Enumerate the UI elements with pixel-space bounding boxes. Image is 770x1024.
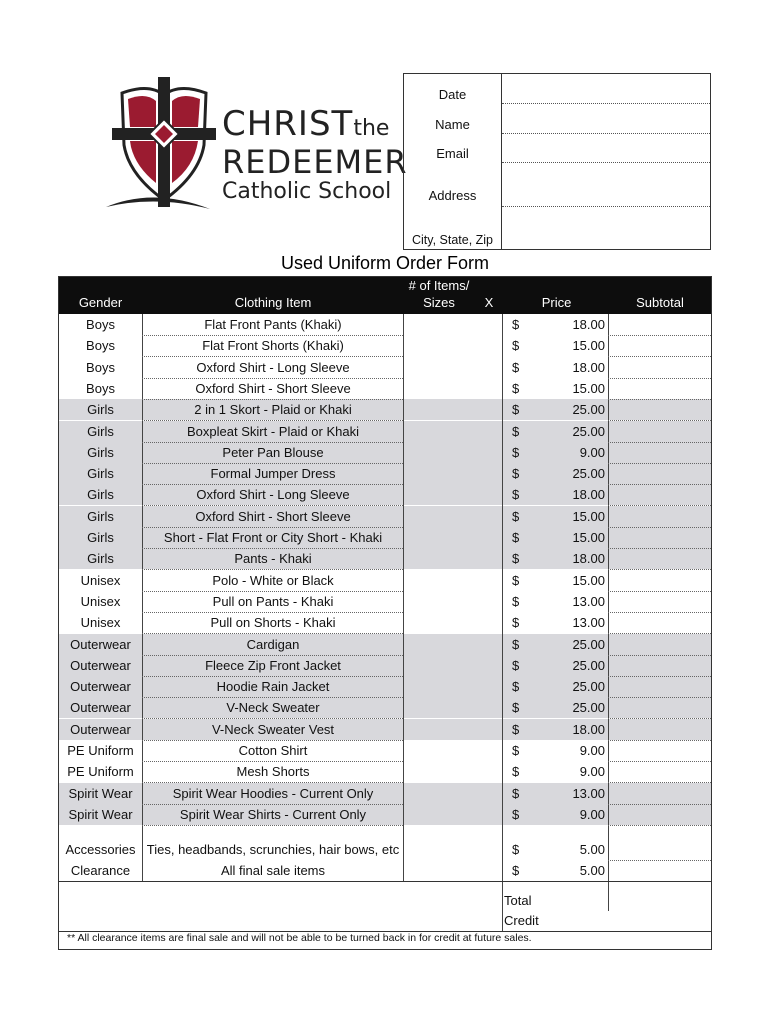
gender-cell: Outerwear (70, 721, 131, 737)
school-name-line3: Catholic School (222, 179, 392, 204)
item-cell: Pull on Shorts - Khaki (210, 615, 336, 631)
date-field[interactable] (502, 74, 710, 104)
quantity-input[interactable] (404, 612, 474, 633)
row-divider (142, 442, 403, 443)
price-cell: 13.00 (572, 615, 605, 631)
item-cell: Flat Front Pants (Khaki) (204, 317, 342, 332)
header-item: Clothing Item (234, 295, 312, 310)
dollar-cell: $ (512, 508, 520, 524)
quantity-input[interactable] (404, 697, 474, 718)
item-cell: Oxford Shirt - Short Sleeve (195, 508, 351, 524)
quantity-input[interactable] (404, 314, 474, 335)
row-divider (142, 420, 403, 421)
row-divider (142, 782, 403, 783)
quantity-input[interactable] (404, 860, 474, 881)
cross-shield-icon (104, 75, 219, 215)
table-row (59, 676, 711, 697)
column-divider (403, 314, 404, 881)
price-cell: 9.00 (579, 764, 605, 780)
header-subtotal: Subtotal (636, 295, 684, 310)
school-name-line1: CHRIST (222, 104, 354, 144)
row-divider (142, 335, 403, 336)
quantity-input[interactable] (404, 655, 474, 676)
row-divider (142, 740, 403, 741)
item-cell: Spirit Wear Hoodies - Current Only (172, 785, 374, 801)
item-cell: Pull on Pants - Khaki (212, 593, 334, 609)
price-cell: 15.00 (572, 508, 605, 524)
gender-cell: Unisex (80, 593, 121, 609)
price-cell: 25.00 (572, 402, 605, 418)
dollar-cell: $ (512, 444, 520, 460)
subtotal-cell[interactable] (609, 761, 711, 782)
info-row-address (404, 163, 710, 207)
subtotal-cell[interactable] (609, 442, 711, 463)
dollar-cell: $ (512, 487, 520, 503)
dollar-cell: $ (512, 657, 520, 673)
subtotal-cell[interactable] (609, 740, 711, 761)
dollar-cell: $ (512, 863, 520, 878)
table-row (59, 442, 711, 463)
row-divider (142, 484, 403, 485)
row-divider (608, 420, 711, 421)
dollar-cell: $ (512, 402, 520, 418)
price-cell: 9.00 (579, 806, 605, 822)
price-cell: 5.00 (579, 863, 605, 878)
gender-cell: PE Uniform (67, 764, 134, 780)
gender-cell: Unisex (80, 572, 121, 588)
gender-cell: Girls (87, 402, 114, 418)
table-row (59, 357, 711, 378)
dollar-cell: $ (512, 764, 520, 780)
gender-cell: Girls (87, 487, 114, 503)
price-cell: 25.00 (572, 466, 605, 482)
table-row (59, 860, 711, 881)
subtotal-cell[interactable] (609, 314, 711, 335)
subtotal-cell[interactable] (609, 612, 711, 633)
gender-cell: Outerwear (70, 657, 131, 673)
school-logo (104, 75, 408, 215)
gender-cell: PE Uniform (67, 743, 134, 758)
price-cell: 18.00 (572, 317, 605, 332)
header-x: X (484, 295, 494, 310)
item-cell: Short - Flat Front or City Short - Khaki (163, 530, 383, 545)
dollar-cell: $ (512, 679, 520, 695)
price-cell: 15.00 (572, 380, 605, 396)
order-table (58, 276, 712, 950)
dollar-cell: $ (512, 423, 520, 439)
row-divider (608, 484, 711, 485)
dollar-cell: $ (512, 743, 520, 758)
dollar-cell: $ (512, 466, 520, 482)
subtotal-cell[interactable] (609, 506, 711, 527)
table-header (59, 277, 711, 314)
subtotal-cell[interactable] (609, 335, 711, 356)
table-row (59, 314, 711, 335)
gender-cell: Girls (87, 508, 114, 524)
subtotal-cell[interactable] (609, 634, 711, 655)
quantity-input[interactable] (404, 783, 474, 804)
quantity-input[interactable] (404, 357, 474, 378)
dollar-cell: $ (512, 338, 520, 354)
price-cell: 25.00 (572, 423, 605, 439)
row-divider (142, 612, 403, 613)
header-price: Price (541, 295, 572, 310)
table-row (59, 463, 711, 484)
row-divider (608, 548, 711, 549)
city-field[interactable] (502, 207, 710, 249)
row-divider (608, 676, 711, 677)
table-row (59, 761, 711, 782)
gender-cell: Girls (87, 423, 114, 439)
dollar-cell: $ (512, 551, 520, 567)
column-divider (502, 881, 503, 931)
dollar-cell: $ (512, 380, 520, 396)
row-divider (608, 761, 711, 762)
subtotal-cell[interactable] (609, 484, 711, 505)
row-divider (608, 655, 711, 656)
customer-info-box (403, 73, 711, 250)
email-label: Email (404, 134, 502, 163)
item-cell: Peter Pan Blouse (222, 444, 324, 460)
row-divider (142, 761, 403, 762)
row-divider (608, 804, 711, 805)
price-cell: 25.00 (572, 636, 605, 652)
subtotal-cell[interactable] (609, 378, 711, 399)
row-divider (142, 399, 403, 400)
price-cell: 18.00 (572, 487, 605, 503)
quantity-input[interactable] (404, 634, 474, 655)
row-divider (608, 860, 711, 861)
row-divider (142, 505, 403, 506)
footnote: ** All clearance items are final sale and will not be able to be turned back in for credit at future sales. (67, 932, 532, 944)
info-row-city (404, 207, 710, 249)
item-cell: Oxford Shirt - Long Sleeve (196, 359, 350, 375)
dollar-cell: $ (512, 806, 520, 822)
row-divider (608, 356, 711, 357)
row-divider (608, 782, 711, 783)
row-divider (608, 825, 711, 826)
gender-cell: Girls (87, 466, 114, 482)
subtotal-cell[interactable] (609, 463, 711, 484)
price-cell: 13.00 (572, 785, 605, 801)
item-cell: Mesh Shorts (236, 764, 310, 780)
info-row-email (404, 134, 710, 163)
table-row (59, 783, 711, 804)
quantity-input[interactable] (404, 570, 474, 591)
quantity-input[interactable] (404, 378, 474, 399)
subtotal-cell[interactable] (609, 719, 711, 740)
gender-cell: Boys (86, 338, 115, 354)
gender-cell: Spirit Wear (68, 806, 133, 822)
dollar-cell: $ (512, 700, 520, 716)
item-cell: Boxpleat Skirt - Plaid or Khaki (187, 423, 359, 439)
date-label: Date (404, 74, 502, 104)
address-field[interactable] (502, 163, 710, 207)
school-name (222, 104, 408, 206)
quantity-input[interactable] (404, 399, 474, 420)
subtotal-cell[interactable] (609, 655, 711, 676)
item-cell: Formal Jumper Dress (210, 466, 336, 482)
price-cell: 9.00 (579, 444, 605, 460)
gender-cell: Outerwear (70, 636, 131, 652)
gender-cell: Clearance (70, 863, 131, 878)
table-row (59, 506, 711, 527)
item-cell: Fleece Zip Front Jacket (205, 657, 341, 673)
table-row (59, 697, 711, 718)
info-row-date (404, 74, 710, 104)
price-cell: 25.00 (572, 679, 605, 695)
row-divider (608, 505, 711, 506)
table-row (59, 655, 711, 676)
gender-cell: Outerwear (70, 700, 131, 716)
row-divider (608, 633, 711, 634)
table-row (59, 378, 711, 399)
dollar-cell: $ (512, 530, 520, 545)
gender-cell: Boys (86, 359, 115, 375)
subtotal-cell[interactable] (609, 548, 711, 569)
quantity-input[interactable] (404, 740, 474, 761)
item-cell: All final sale items (220, 863, 326, 878)
item-cell: Flat Front Shorts (Khaki) (202, 338, 344, 354)
quantity-input[interactable] (404, 839, 474, 860)
row-divider (142, 655, 403, 656)
table-row (59, 421, 711, 442)
price-cell: 18.00 (572, 721, 605, 737)
price-cell: 9.00 (579, 743, 605, 758)
subtotal-cell[interactable] (609, 860, 711, 881)
row-divider (142, 804, 403, 805)
dollar-cell: $ (512, 785, 520, 801)
address-label: Address (404, 163, 502, 207)
item-cell: Oxford Shirt - Short Sleeve (195, 380, 351, 396)
dollar-cell: $ (512, 636, 520, 652)
quantity-input[interactable] (404, 527, 474, 548)
item-cell: Hoodie Rain Jacket (216, 679, 330, 695)
gender-cell: Accessories (65, 842, 136, 857)
total-credit-label (504, 891, 539, 931)
subtotal-cell[interactable] (609, 676, 711, 697)
email-field[interactable] (502, 134, 710, 163)
row-divider (142, 463, 403, 464)
school-name-the: the (353, 116, 390, 141)
dollar-cell: $ (512, 615, 520, 631)
table-row (59, 804, 711, 825)
price-cell: 13.00 (572, 593, 605, 609)
info-row-name (404, 104, 710, 134)
item-cell: Ties, headbands, scrunchies, hair bows, etc (146, 842, 400, 857)
price-cell: 15.00 (572, 572, 605, 588)
row-divider (142, 548, 403, 549)
row-divider (608, 569, 711, 570)
column-divider (502, 314, 503, 881)
row-divider (608, 718, 711, 719)
row-divider (608, 378, 711, 379)
item-cell: Cotton Shirt (238, 743, 308, 758)
city-label: City, State, Zip (404, 207, 502, 249)
price-cell: 15.00 (572, 338, 605, 354)
gender-cell: Spirit Wear (68, 785, 133, 801)
name-field[interactable] (502, 104, 710, 134)
row-divider (608, 697, 711, 698)
table-row (59, 548, 711, 569)
total-label-line2: Credit (504, 913, 539, 928)
quantity-input[interactable] (404, 335, 474, 356)
table-body-bottom-border (59, 881, 711, 882)
row-divider (608, 335, 711, 336)
row-divider (608, 442, 711, 443)
row-divider (142, 356, 403, 357)
subtotal-cell[interactable] (609, 839, 711, 860)
quantity-input[interactable] (404, 804, 474, 825)
row-divider (608, 612, 711, 613)
price-cell: 25.00 (572, 700, 605, 716)
header-items-line1: # of Items/ (408, 278, 470, 293)
price-cell: 25.00 (572, 657, 605, 673)
row-divider (142, 676, 403, 677)
item-cell: 2 in 1 Skort - Plaid or Khaki (194, 402, 352, 418)
row-divider (608, 399, 711, 400)
subtotal-cell[interactable] (609, 591, 711, 612)
gender-cell: Outerwear (70, 679, 131, 695)
header-items-line2: Sizes (423, 295, 455, 310)
subtotal-cell[interactable] (609, 399, 711, 420)
table-row (59, 719, 711, 740)
quantity-input[interactable] (404, 548, 474, 569)
item-cell: Cardigan (246, 636, 300, 652)
row-divider (142, 569, 403, 570)
dollar-cell: $ (512, 842, 520, 857)
row-divider (142, 718, 403, 719)
subtotal-cell[interactable] (609, 357, 711, 378)
row-divider (142, 697, 403, 698)
subtotal-cell[interactable] (609, 783, 711, 804)
dollar-cell: $ (512, 721, 520, 737)
item-cell: Spirit Wear Shirts - Current Only (179, 806, 367, 822)
gender-cell: Girls (87, 444, 114, 460)
price-cell: 18.00 (572, 551, 605, 567)
quantity-input[interactable] (404, 484, 474, 505)
row-divider (608, 740, 711, 741)
school-name-line2: REDEEMER (222, 143, 408, 181)
subtotal-cell[interactable] (609, 570, 711, 591)
table-row (59, 570, 711, 591)
item-cell: Oxford Shirt - Long Sleeve (196, 487, 350, 503)
table-row (59, 740, 711, 761)
total-label-line1: Total (504, 893, 532, 908)
dollar-cell: $ (512, 593, 520, 609)
subtotal-cell[interactable] (609, 804, 711, 825)
item-cell: V-Neck Sweater (226, 700, 320, 716)
row-divider (608, 527, 711, 528)
table-row (59, 634, 711, 655)
table-row (59, 527, 711, 548)
subtotal-cell[interactable] (609, 421, 711, 442)
name-label: Name (404, 104, 502, 134)
row-divider (142, 378, 403, 379)
form-title: Used Uniform Order Form (280, 253, 490, 273)
subtotal-cell[interactable] (609, 697, 711, 718)
gender-cell: Boys (86, 380, 115, 396)
quantity-input[interactable] (404, 463, 474, 484)
row-divider (608, 591, 711, 592)
dollar-cell: $ (512, 572, 520, 588)
table-row (59, 399, 711, 420)
price-cell: 15.00 (572, 530, 605, 545)
quantity-input[interactable] (404, 676, 474, 697)
item-cell: Pants - Khaki (234, 551, 312, 567)
quantity-input[interactable] (404, 506, 474, 527)
item-cell: Polo - White or Black (212, 572, 334, 588)
dollar-cell: $ (512, 317, 520, 332)
quantity-input[interactable] (404, 761, 474, 782)
header-gender: Gender (78, 295, 123, 310)
table-row (59, 591, 711, 612)
dollar-cell: $ (512, 359, 520, 375)
row-divider (142, 591, 403, 592)
row-divider (608, 463, 711, 464)
quantity-input[interactable] (404, 591, 474, 612)
subtotal-cell[interactable] (609, 527, 711, 548)
row-divider (142, 633, 403, 634)
gender-cell: Unisex (80, 615, 121, 631)
table-row (59, 484, 711, 505)
quantity-input[interactable] (404, 421, 474, 442)
table-row (59, 839, 711, 860)
table-row (59, 612, 711, 633)
gender-cell: Boys (86, 317, 115, 332)
row-divider (142, 825, 403, 826)
price-cell: 18.00 (572, 359, 605, 375)
gender-cell: Girls (87, 530, 114, 545)
table-row (59, 335, 711, 356)
quantity-input[interactable] (404, 442, 474, 463)
quantity-input[interactable] (404, 719, 474, 740)
item-cell: V-Neck Sweater Vest (211, 721, 335, 737)
price-cell: 5.00 (579, 842, 605, 857)
gender-cell: Girls (87, 551, 114, 567)
row-divider (142, 527, 403, 528)
